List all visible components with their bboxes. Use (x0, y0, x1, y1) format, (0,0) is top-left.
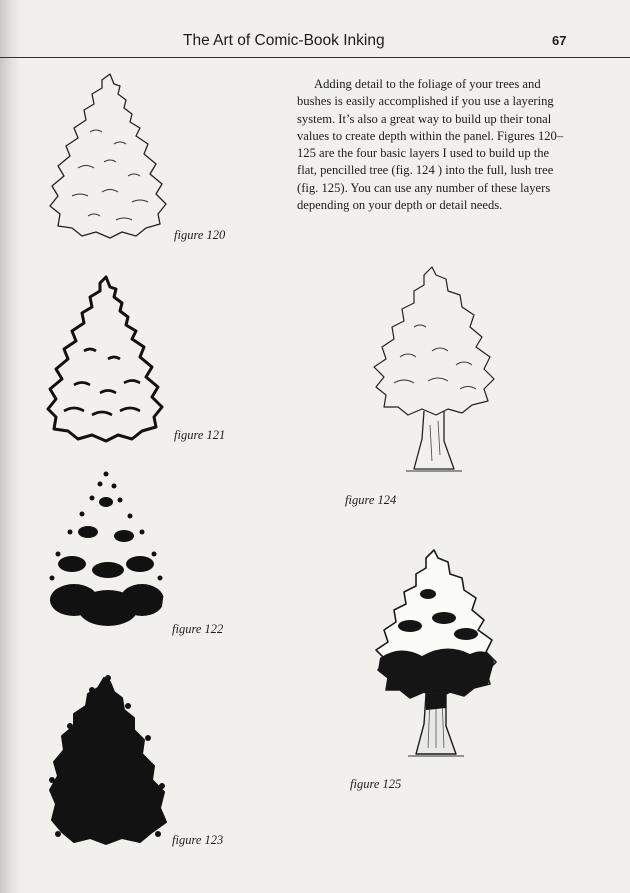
figure-122-tree-detail-clusters (44, 470, 168, 638)
running-head (0, 28, 630, 54)
figure-125-caption: figure 125 (350, 777, 402, 791)
page-gutter-shadow (0, 0, 22, 893)
figure-123-solid-tree (48, 676, 168, 846)
body-paragraph: Adding detail to the foliage of your trees and bushes is easily accomplished if you use a layering system. It’s also a great way to build up their tonal values to create depth within the panel. Figures 120–125 are the four basic layers I used to build up the flat, pencilled tree (fig. 124 ) into the full, lush tree (fig. 125). You can use any number of these layers depending on your depth or detail needs. (297, 77, 564, 213)
figure-125-lush-tree (370, 548, 500, 762)
book-title: The Art of Comic-Book Inking (183, 32, 385, 49)
figure-122-caption: figure 122 (172, 622, 224, 636)
figure-124-pencilled-tree (370, 265, 500, 477)
figure-123-caption: figure 123 (172, 833, 224, 847)
figure-121-tree-line-weight (44, 275, 166, 445)
figure-124-caption: figure 124 (345, 493, 397, 507)
header-rule (0, 57, 630, 58)
figure-120-outline-tree (44, 72, 174, 240)
page-number: 67 (552, 33, 567, 48)
figure-120-caption: figure 120 (174, 228, 226, 242)
figure-121-caption: figure 121 (174, 428, 226, 442)
